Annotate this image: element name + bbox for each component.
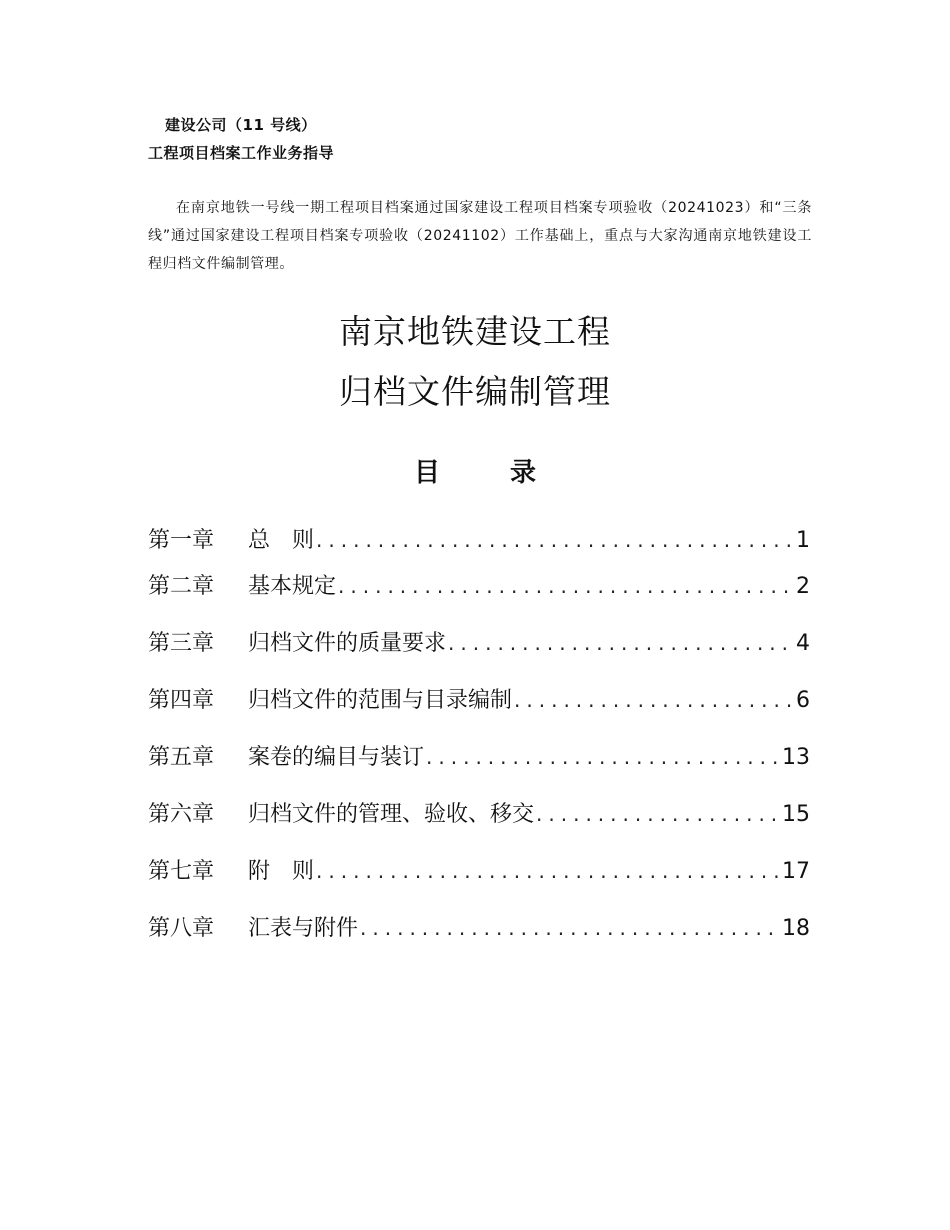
toc-page-number: 2 [796,574,810,599]
toc-entry[interactable] [148,683,810,719]
toc-entry[interactable] [148,911,810,947]
intro-text: 在南京地铁一号线一期工程项目档案通过国家建设工程项目档案专项验收（20241023）和“三条线”通过国家建设工程项目档案专项验收（20241102）工作基础上，重点与大家沟通南京地铁建设工程归档文件编制管理。 [148,200,812,272]
toc-leader [316,528,794,552]
toc-page-number: 13 [782,745,810,770]
toc-entry[interactable] [148,569,810,605]
toc-heading-left: 目 [413,458,440,488]
toc-page-number: 15 [782,802,810,827]
toc-page-number: 1 [796,528,810,553]
toc-page-number: 17 [782,859,810,884]
toc-heading-right: 录 [510,458,537,488]
toc-chapter: 第二章 [148,574,215,599]
toc-title: 归档文件的管理、验收、移交 [248,802,535,827]
toc-leader [448,631,794,655]
toc-title: 基本规定 [248,574,337,599]
toc-chapter: 第一章 [148,528,215,553]
toc-entry[interactable] [148,626,810,662]
document-subtitle: 工程项目档案工作业务指导 [148,144,335,162]
toc-chapter: 第六章 [148,802,215,827]
toc-title: 案卷的编目与装订 [248,745,425,770]
toc-entry[interactable] [148,740,810,776]
toc-chapter: 第七章 [148,859,215,884]
toc-leader [360,916,780,940]
toc-entry[interactable] [148,797,810,833]
toc-chapter: 第三章 [148,631,215,656]
toc-leader [536,802,780,826]
toc-entry[interactable] [148,523,810,559]
toc-page-number: 4 [796,631,810,656]
toc-title: 总 则 [248,528,315,553]
toc-chapter: 第八章 [148,916,215,941]
toc-heading [0,452,950,489]
toc-title: 附 则 [248,859,315,884]
toc-leader [514,688,794,712]
toc-entry[interactable] [148,854,810,890]
company-header: 建设公司（11 号线） [165,116,317,134]
main-title-line1: 南京地铁建设工程 [339,312,611,351]
toc-page-number: 6 [796,688,810,713]
toc-title: 汇表与附件 [248,916,359,941]
toc-chapter: 第四章 [148,688,215,713]
intro-paragraph [148,194,812,278]
toc-leader [316,859,780,883]
toc-leader [426,745,780,769]
toc-page-number: 18 [782,916,810,941]
toc-title: 归档文件的质量要求 [248,631,447,656]
main-title-line2: 归档文件编制管理 [339,372,611,411]
toc-chapter: 第五章 [148,745,215,770]
toc-leader [338,574,794,598]
toc-title: 归档文件的范围与目录编制 [248,688,513,713]
